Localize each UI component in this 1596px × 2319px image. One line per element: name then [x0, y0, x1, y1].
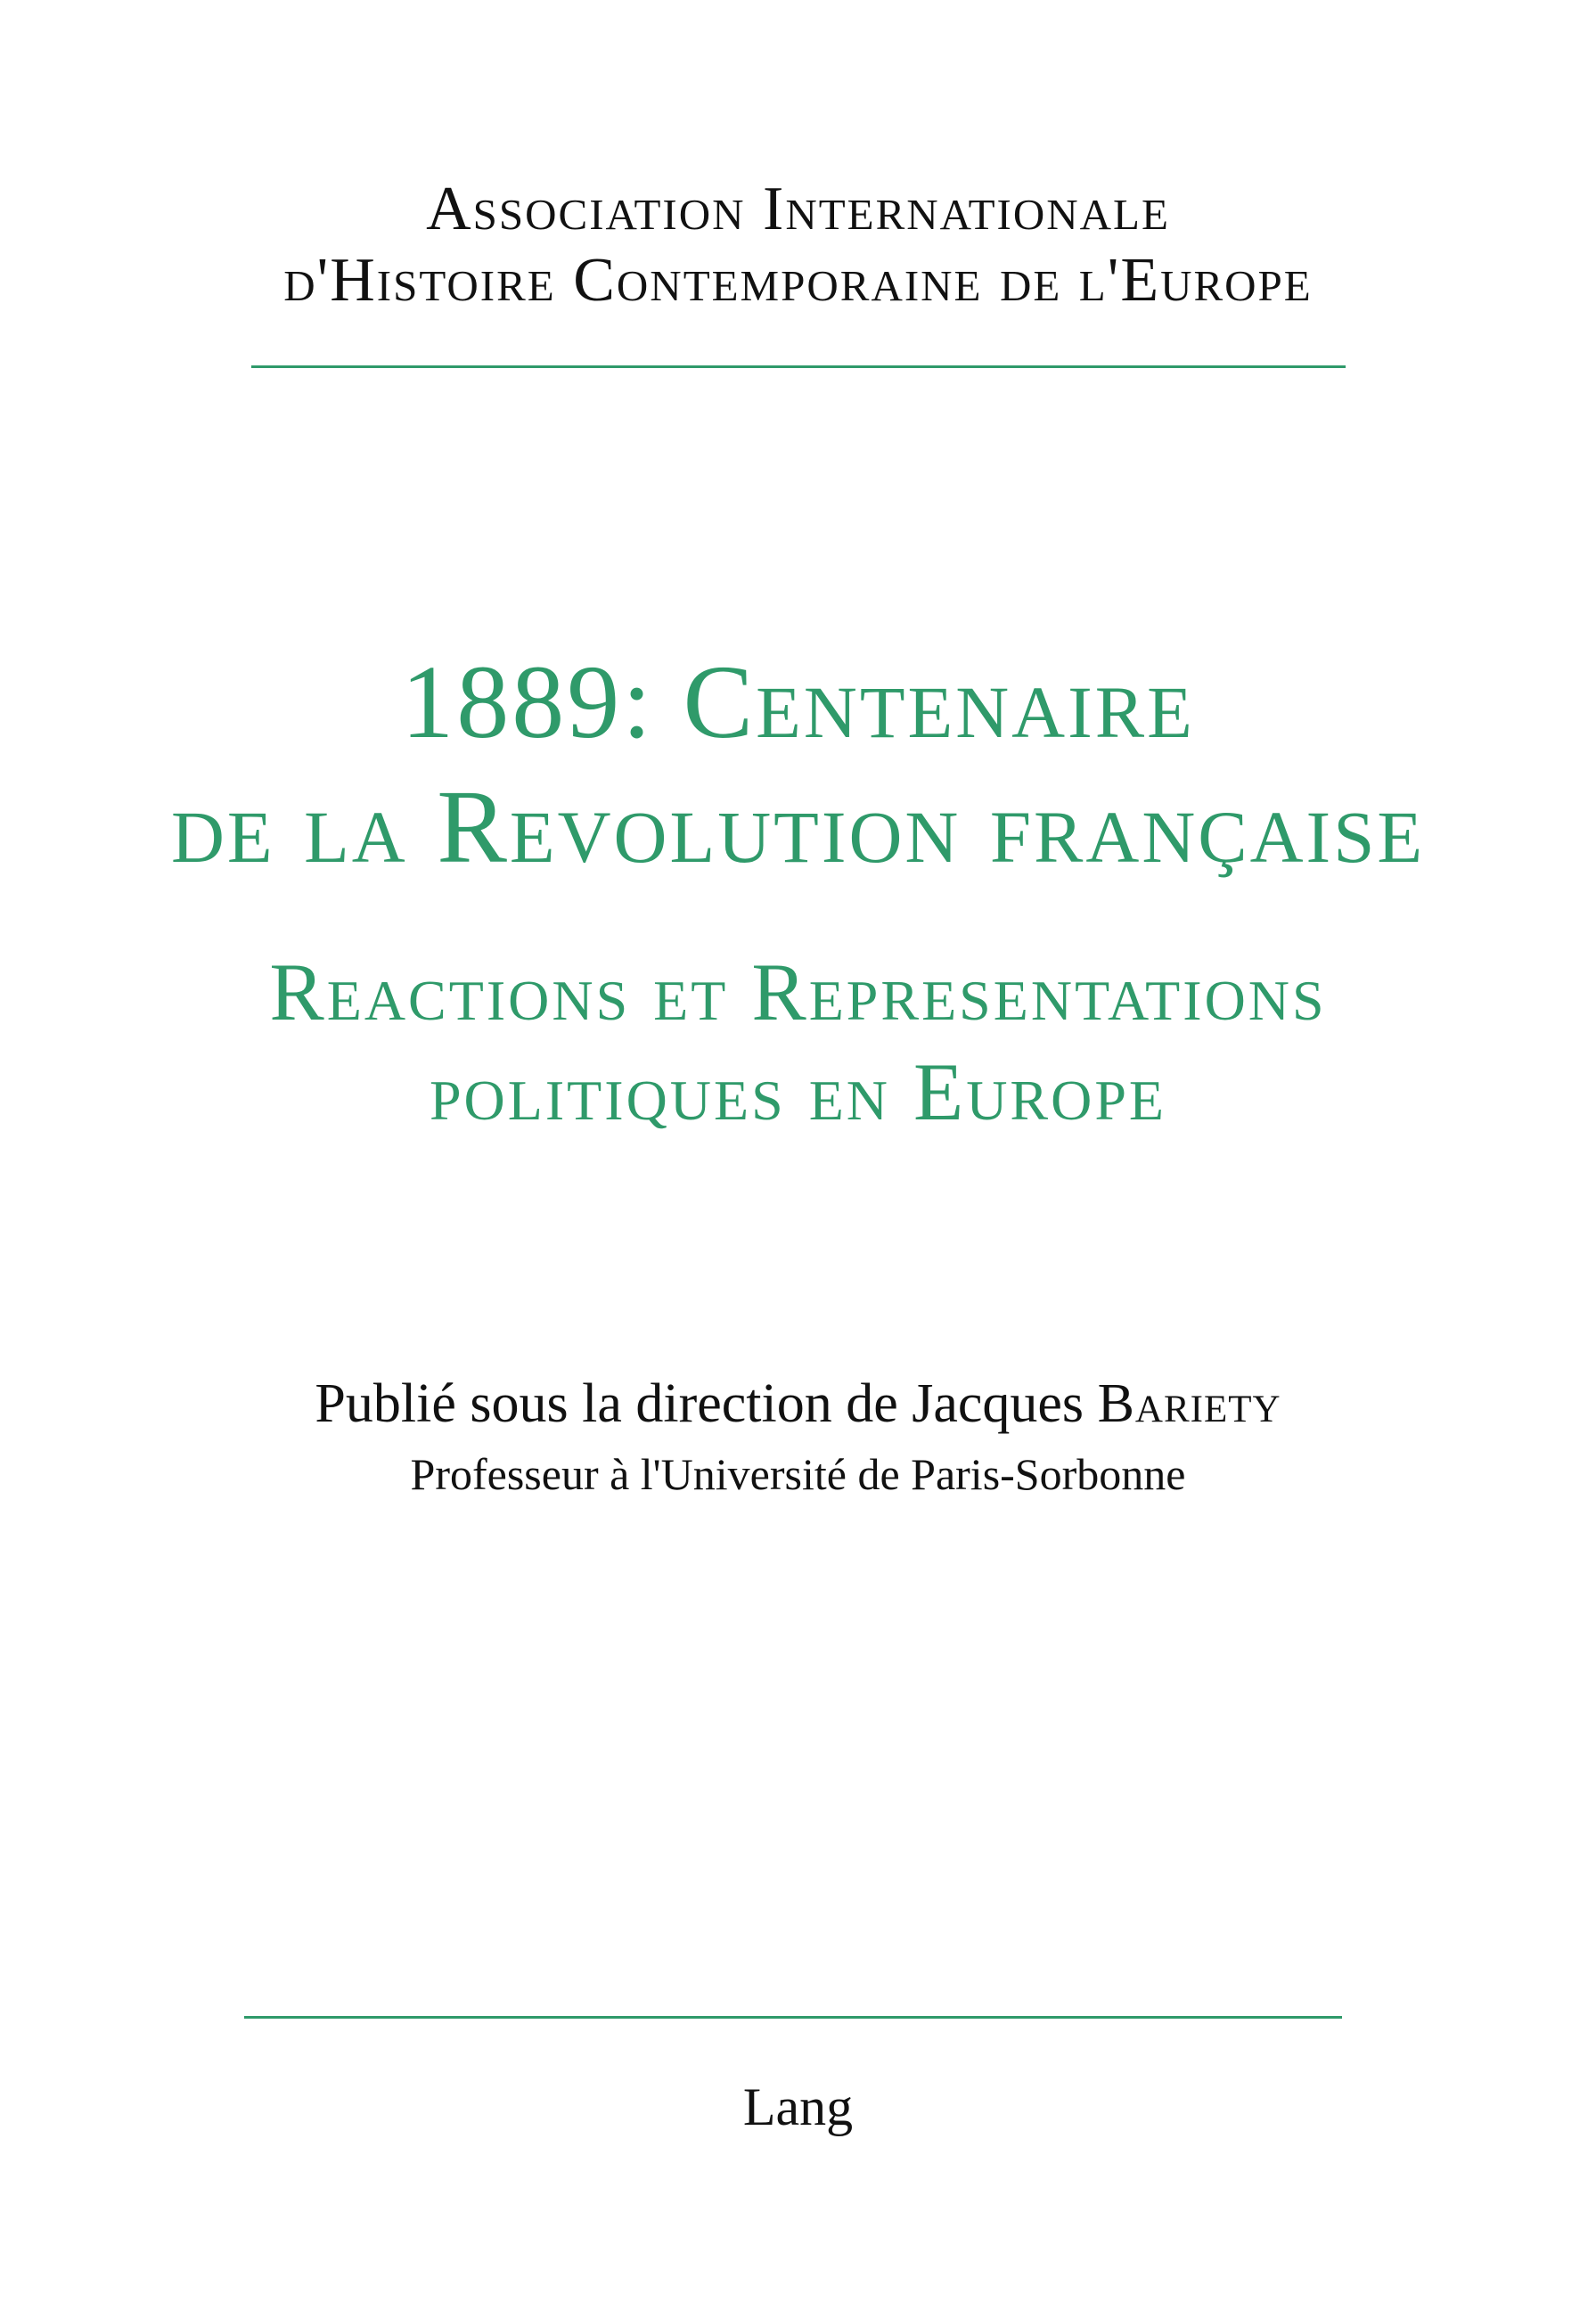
top-divider [251, 365, 1346, 368]
editor-credit [0, 1373, 1596, 1436]
bottom-divider [244, 2016, 1342, 2019]
book-subtitle-line-2: politiques en Europe [429, 1046, 1167, 1137]
association-name-line-1: Association Internationale [426, 175, 1170, 243]
editor-surname: Bariety [1097, 1373, 1281, 1434]
association-name-line-2: d'Histoire Contemporaine de l'Europe [283, 246, 1313, 315]
book-title-line-2: de la Revolution française [170, 768, 1426, 885]
publisher-name: Lang [742, 2077, 854, 2136]
editor-credit-prefix: Publié sous la direction de Jacques [315, 1373, 1084, 1434]
book-title-line-1: 1889: Centenaire [401, 643, 1195, 760]
editor-affiliation: Professeur à l'Université de Paris-Sorbonne [410, 1449, 1186, 1499]
book-subtitle-line-1: Reactions et Representations [269, 946, 1327, 1037]
